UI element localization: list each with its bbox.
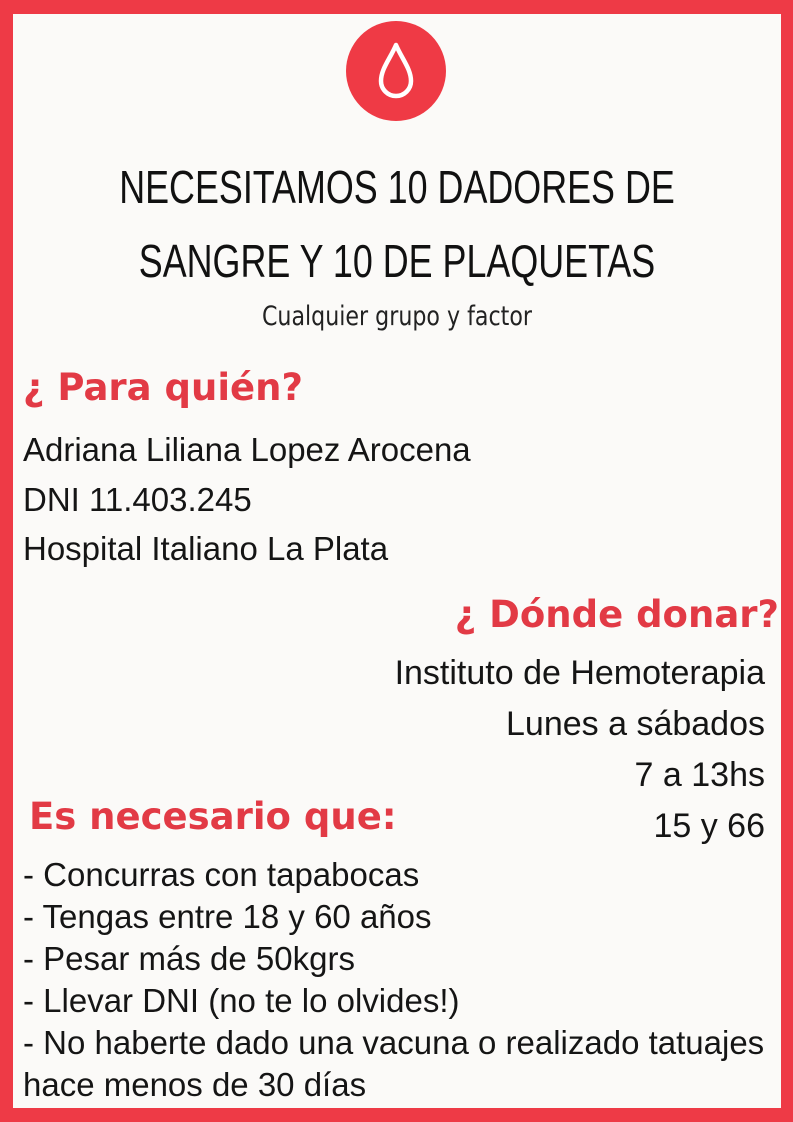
drop-badge xyxy=(346,21,446,121)
location-line: 15 y 66 xyxy=(653,807,765,845)
donation-location xyxy=(395,648,765,852)
list-item: - Llevar DNI (no te lo olvides!) xyxy=(23,982,460,1019)
donde-donar-heading: ¿ Dónde donar? xyxy=(454,593,779,636)
list-item: - Concurras con tapabocas xyxy=(23,856,420,893)
list-item: - Tengas entre 18 y 60 años xyxy=(23,898,432,935)
recipient-name: Adriana Liliana Lopez Arocena xyxy=(23,431,471,468)
flyer-card xyxy=(13,14,781,1108)
blood-drop-icon xyxy=(376,41,416,101)
headline-line-1: NECESITAMOS 10 DADORES DE xyxy=(119,161,675,213)
location-line: Lunes a sábados xyxy=(506,705,765,743)
list-item: - Pesar más de 50kgrs xyxy=(23,940,355,977)
location-line: 7 a 13hs xyxy=(634,756,765,794)
requirements-list xyxy=(23,854,779,1106)
headline-line-2: SANGRE Y 10 DE PLAQUETAS xyxy=(138,235,656,287)
recipient-dni: DNI 11.403.245 xyxy=(23,481,252,518)
recipient-hospital: Hospital Italiano La Plata xyxy=(23,530,389,567)
requirements-heading: Es necesario que: xyxy=(29,795,397,838)
subtitle: Cualquier grupo y factor xyxy=(261,301,533,332)
location-line: Instituto de Hemoterapia xyxy=(394,654,765,692)
list-item: - No haberte dado una vacuna o realizado tatuajes hace menos de 30 días xyxy=(23,1024,765,1103)
para-quien-heading: ¿ Para quién? xyxy=(23,366,303,409)
